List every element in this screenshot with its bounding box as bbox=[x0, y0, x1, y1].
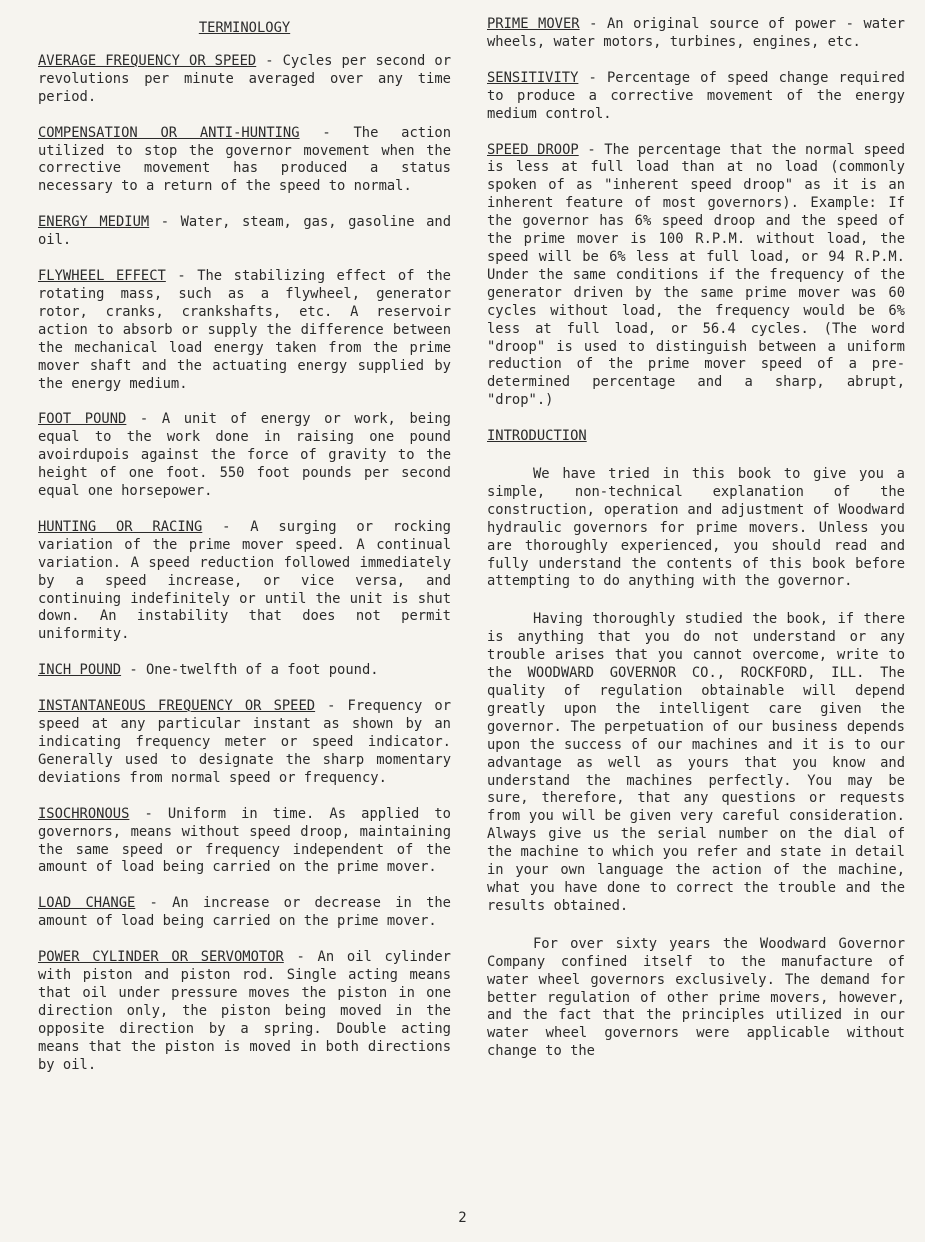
term-entry bbox=[38, 411, 451, 501]
page-number: 2 bbox=[458, 1210, 467, 1226]
term-entry bbox=[38, 268, 451, 393]
term-name: AVERAGE FREQUENCY OR SPEED bbox=[38, 52, 257, 69]
term-entry bbox=[38, 806, 451, 878]
term-definition: - Water, steam, gas, gasoline and oil. bbox=[38, 214, 452, 249]
term-entry bbox=[487, 142, 905, 411]
term-name: ENERGY MEDIUM bbox=[38, 214, 150, 231]
right-column bbox=[487, 16, 905, 1081]
terminology-heading: TERMINOLOGY bbox=[198, 20, 291, 36]
term-name: ISOCHRONOUS bbox=[38, 805, 130, 822]
term-definition: - A surging or rocking variation of the prime mover speed. A continual variation. A speed reduction followed immediately by a speed increase, or vice versa, and continuing indefinitely or until the unit is shut down. An instability that does not permit uniformity. bbox=[38, 518, 451, 643]
term-name: PRIME MOVER bbox=[487, 16, 580, 32]
introduction-heading: INTRODUCTION bbox=[487, 428, 587, 445]
term-entry bbox=[487, 70, 905, 124]
term-entry bbox=[38, 895, 451, 931]
term-name: FLYWHEEL EFFECT bbox=[38, 268, 166, 285]
intro-paragraph: Having thoroughly studied the book, if there is anything that you do not understand or any trouble arises that you cannot overcome, write to the WOODWARD GOVERNOR CO., ROCKFORD, ILL. The quality of regulation obtainable will depend greatly upon the intelligent care given the governor. The perpetuation of our business depends upon the success of our machines and it is to our advantage as well as yours that you know and understand the machines perfectly. You may be sure, therefore, that any questions or requests from you will be given very careful consideration. Always give us the serial number on the dial of the machine to which you refer and state in detail in your own language the action of the machine, what you have done to correct the trouble and the results obtained. bbox=[487, 611, 905, 914]
term-entry bbox=[38, 662, 451, 680]
term-definition: - Frequency or speed at any particular instant as shown by an indicating frequency meter or speed indicator. Generally used to designate the sharp momentary deviations from normal speed or frequency. bbox=[38, 698, 451, 786]
term-definition: - Cycles per second or revolutions per minute averaged over any time period. bbox=[38, 52, 451, 105]
term-name: SPEED DROOP bbox=[487, 141, 579, 158]
term-definition: - The action utilized to stop the governor movement when the corrective movement has produced a status necessary to a return of the speed to normal. bbox=[38, 124, 451, 195]
term-entry bbox=[38, 214, 451, 250]
term-entry bbox=[487, 16, 905, 52]
term-definition: - An increase or decrease in the amount of load being carried on the prime mover. bbox=[38, 895, 451, 930]
term-definition: - Uniform in time. As applied to governors, means without speed droop, maintaining the same speed or frequency independent of the amount of load being carried on the prime mover. bbox=[38, 805, 451, 876]
term-name: COMPENSATION OR ANTI-HUNTING bbox=[38, 124, 300, 141]
term-name: LOAD CHANGE bbox=[38, 895, 136, 912]
term-entry bbox=[38, 519, 451, 644]
term-name: HUNTING OR RACING bbox=[38, 518, 203, 535]
term-definition: - An oil cylinder with piston and piston rod. Single acting means that oil under pressure moves the piston in one direction only, the piston being moved in the opposite direction by a spring. Double acting means that the piston is moved in both directions by oil. bbox=[38, 949, 451, 1073]
term-definition: - The stabilizing effect of the rotating mass, such as a flywheel, generator rotor, cranks, crankshafts, etc. A reservoir action to absorb or supply the difference between the mechanical load energy taken from the prime mover shaft and the actuating energy supplied by the energy medium. bbox=[38, 268, 451, 392]
term-definition: - One-twelfth of a foot pound. bbox=[121, 662, 379, 679]
term-entry bbox=[38, 949, 451, 1074]
term-definition: - The percentage that the normal speed is less at full load than at no load (commonly spoken of as "inherent speed droop" as it is an inherent feature of most governors). Example: If the governor has 6% speed droop and the speed of the prime mover is 100 R.P.M. without load, the speed will be 6% less at full load, or 94 R.P.M. Under the same conditions if the frequency of the generator driven by the same prime mover was 60 cycles without load, the frequency would be 6% less at full load, or 56.4 cycles. (The word "droop" is used to distinguish between a uniform reduction of the prime mover speed of a pre-determined percentage and a sharp, abrupt, "drop".) bbox=[487, 141, 906, 409]
term-entry bbox=[38, 53, 451, 107]
term-entry bbox=[38, 698, 451, 788]
term-definition: - An original source of power - water wheels, water motors, turbines, engines, etc. bbox=[487, 16, 905, 50]
term-entry bbox=[38, 125, 451, 197]
term-definition: - A unit of energy or work, being equal to the work done in raising one pound avoirdupois against the force of gravity to the height of one foot. 550 foot pounds per second equal one horsepower. bbox=[38, 411, 451, 500]
intro-paragraph: For over sixty years the Woodward Governor Company confined itself to the manufacture of water wheel governors exclusively. The demand for better regulation of other prime movers, however, and the fact that the principles utilized in our water wheel governors were applicable without change to the bbox=[487, 935, 905, 1060]
intro-paragraph: We have tried in this book to give you a simple, non-technical explanation of the construction, operation and adjustment of Woodward hydraulic governors for prime movers. Unless you are thoroughly experienced, you should read and fully understand the contents of this book before attempting to do anything with the governor. bbox=[487, 466, 905, 590]
term-name: POWER CYLINDER OR SERVOMOTOR bbox=[38, 949, 284, 966]
term-name: FOOT POUND bbox=[38, 411, 127, 428]
term-definition: - Percentage of speed change required to produce a corrective movement of the energy medium control. bbox=[487, 69, 905, 122]
term-name: INSTANTANEOUS FREQUENCY OR SPEED bbox=[38, 698, 316, 715]
term-name: SENSITIVITY bbox=[487, 69, 579, 86]
term-name: INCH POUND bbox=[38, 662, 122, 679]
left-column bbox=[38, 16, 451, 1093]
